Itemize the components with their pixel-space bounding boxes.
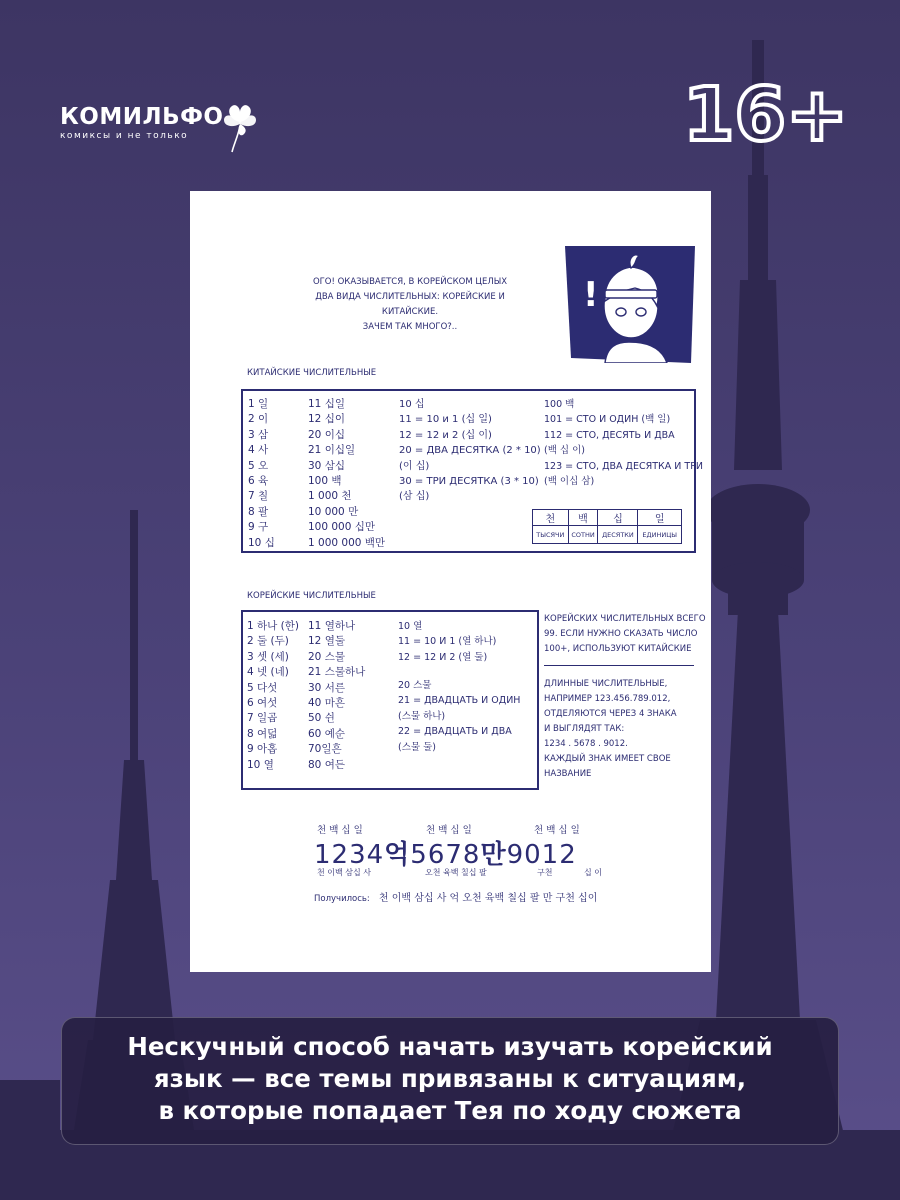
korean-col-1 bbox=[247, 619, 299, 773]
banner-text bbox=[62, 1031, 838, 1127]
note-line: ДЛИННЫЕ ЧИСЛИТЕЛЬНЫЕ, bbox=[544, 679, 668, 689]
note-divider bbox=[544, 665, 694, 666]
numeral-row: 1 000 000 백만 bbox=[308, 536, 386, 549]
digit-reading: 천 이백 삼십 사 bbox=[317, 868, 371, 877]
age-rating: 16+ bbox=[683, 72, 848, 158]
place-cell: ДЕСЯТКИ bbox=[598, 526, 638, 544]
note-line: 100+, ИСПОЛЬЗУЮТ КИТАЙСКИЕ bbox=[544, 644, 692, 654]
numeral-row: 20 이십 bbox=[308, 428, 345, 441]
numeral-row: 30 서른 bbox=[308, 681, 345, 694]
numeral-row: 11 열하나 bbox=[308, 620, 356, 632]
result-line bbox=[314, 886, 597, 905]
place-cell: 백 bbox=[568, 510, 598, 526]
intro-text bbox=[304, 275, 516, 335]
banner-line: в которые попадает Тея по ходу сюжета bbox=[158, 1096, 742, 1125]
numeral-row: 12 십이 bbox=[308, 413, 345, 426]
note-line: НАПРИМЕР 123.456.789.012, bbox=[544, 694, 671, 704]
numeral-row: 2 이 bbox=[248, 413, 269, 426]
place-value-table bbox=[532, 509, 682, 544]
logo-text: КОМИЛЬФО bbox=[60, 104, 224, 130]
numeral-row: (스물 둘) bbox=[398, 741, 436, 753]
chinese-section-title: КИТАЙСКИЕ ЧИСЛИТЕЛЬНЫЕ bbox=[247, 368, 377, 378]
numeral-row: 7 칠 bbox=[248, 490, 269, 503]
numeral-row: 8 여덟 bbox=[247, 727, 278, 740]
numeral-row: 9 구 bbox=[248, 521, 269, 534]
numeral-row: 10 000 만 bbox=[308, 505, 359, 518]
note-line: КОРЕЙСКИХ ЧИСЛИТЕЛЬНЫХ ВСЕГО bbox=[544, 614, 706, 624]
korean-col-3a bbox=[398, 619, 496, 665]
place-cell: 십 bbox=[598, 510, 638, 526]
numeral-row: (이 십) bbox=[399, 460, 430, 472]
clover-logo-icon bbox=[218, 100, 262, 154]
numeral-row: 10 열 bbox=[247, 758, 274, 771]
digit-labels-top: 천 백 십 일 bbox=[317, 825, 363, 836]
numeral-row: 10 열 bbox=[398, 621, 423, 632]
chinese-col-4 bbox=[544, 397, 703, 489]
intro-line: ОГО! ОКАЗЫВАЕТСЯ, В КОРЕЙСКОМ ЦЕЛЫХ bbox=[312, 277, 508, 287]
numeral-row: 101 = СТО И ОДИН (백 일) bbox=[544, 414, 671, 426]
note-line: ОТДЕЛЯЮТСЯ ЧЕРЕЗ 4 ЗНАКА bbox=[544, 709, 677, 719]
korean-section-title: КОРЕЙСКИЕ ЧИСЛИТЕЛЬНЫЕ bbox=[247, 591, 376, 601]
numeral-row: 2 둘 (두) bbox=[247, 635, 289, 648]
numeral-row: 8 팔 bbox=[248, 505, 269, 518]
logo-tagline: комиксы и не только bbox=[60, 131, 189, 141]
unit-marker: 억 bbox=[384, 840, 411, 870]
digit-reading: 오천 육백 칠십 팔 bbox=[425, 868, 487, 877]
numeral-row: 3 셋 (세) bbox=[247, 650, 289, 663]
numeral-row: 40 마흔 bbox=[308, 697, 345, 710]
korean-note-1 bbox=[544, 612, 706, 657]
note-line: И ВЫГЛЯДЯТ ТАК: bbox=[544, 724, 625, 734]
korean-note-2 bbox=[544, 677, 677, 782]
note-line: КАЖДЫЙ ЗНАК ИМЕЕТ СВОЕ bbox=[544, 754, 671, 764]
digit-group: 1234 bbox=[314, 840, 385, 870]
numeral-row: 60 예순 bbox=[308, 727, 345, 740]
numeral-row: 6 육 bbox=[248, 475, 269, 488]
numeral-row: (스물 하나) bbox=[398, 710, 446, 722]
numeral-row: 20 스물 bbox=[398, 680, 432, 691]
promo-banner bbox=[61, 1017, 839, 1145]
numeral-row: 112 = СТО, ДЕСЯТЬ И ДВА bbox=[544, 429, 675, 441]
numeral-row: (백 이십 삼) bbox=[544, 476, 595, 488]
digit-reading: 구천 bbox=[537, 868, 553, 877]
numeral-row: (삼 십) bbox=[399, 491, 430, 503]
numeral-row: 70일흔 bbox=[308, 743, 342, 756]
digit-labels-top: 천 백 십 일 bbox=[426, 825, 472, 836]
numeral-row: 11 십일 bbox=[308, 398, 345, 410]
intro-line: ДВА ВИДА ЧИСЛИТЕЛЬНЫХ: КОРЕЙСКИЕ И КИТАЙСКИЕ. bbox=[315, 292, 505, 317]
digit-labels-top: 천 백 십 일 bbox=[534, 825, 580, 836]
numeral-row: 21 이십일 bbox=[308, 444, 356, 457]
place-cell: 일 bbox=[638, 510, 682, 526]
place-cell: ТЫСЯЧИ bbox=[533, 526, 569, 544]
place-cell: ЕДИНИЦЫ bbox=[638, 526, 682, 544]
chinese-col-3 bbox=[399, 397, 541, 505]
note-line: 99. ЕСЛИ НУЖНО СКАЗАТЬ ЧИСЛО bbox=[544, 629, 698, 639]
numeral-row: 7 일곱 bbox=[247, 712, 278, 725]
numeral-row: 20 = ДВА ДЕСЯТКА (2 * 10) bbox=[399, 445, 541, 457]
numeral-row: 1 일 bbox=[248, 398, 269, 410]
numeral-row: 9 아홉 bbox=[247, 743, 278, 756]
numeral-row: 6 여섯 bbox=[247, 697, 278, 710]
numeral-row: 10 십 bbox=[248, 536, 275, 549]
numeral-row: 80 여든 bbox=[308, 758, 345, 771]
intro-line: ЗАЧЕМ ТАК МНОГО?.. bbox=[362, 322, 458, 332]
result-text: 천 이백 삼십 사 억 오천 육백 칠십 팔 만 구천 십이 bbox=[378, 893, 598, 904]
digit-group: 5678 bbox=[410, 840, 481, 870]
numeral-row: 12 = 12 И 2 (열 둘) bbox=[398, 651, 488, 663]
numeral-row: 20 스물 bbox=[308, 650, 345, 663]
numeral-row: (백 십 이) bbox=[544, 445, 585, 457]
publisher-logo bbox=[60, 104, 223, 141]
numeral-row: 11 = 10 И 1 (열 하나) bbox=[398, 636, 497, 648]
chinese-col-2 bbox=[308, 397, 385, 551]
digit-group: 9012 bbox=[506, 840, 577, 870]
numeral-row: 12 = 12 и 2 (십 이) bbox=[399, 429, 492, 441]
numeral-row: 22 = ДВАДЦАТЬ И ДВА bbox=[398, 726, 512, 738]
korean-col-2 bbox=[308, 619, 365, 773]
numeral-row: 21 = ДВАДЦАТЬ И ОДИН bbox=[398, 695, 521, 707]
banner-line: язык — все темы привязаны к ситуациям, bbox=[153, 1064, 747, 1093]
numeral-row: 1 하나 (한) bbox=[247, 620, 299, 632]
numeral-row: 50 쉰 bbox=[308, 712, 335, 725]
place-cell: 천 bbox=[533, 510, 569, 526]
numeral-row: 21 스물하나 bbox=[308, 666, 366, 679]
unit-marker: 만 bbox=[480, 840, 507, 870]
place-cell: СОТНИ bbox=[568, 526, 598, 544]
numeral-row: 12 열둘 bbox=[308, 635, 345, 648]
numeral-row: 10 십 bbox=[399, 399, 425, 410]
banner-line: Нескучный способ начать изучать корейский bbox=[127, 1032, 773, 1061]
character-portrait bbox=[565, 246, 695, 363]
numeral-row: 100 백 bbox=[544, 399, 575, 410]
exclamation-mark: ! bbox=[583, 275, 599, 315]
digit-reading: 십 이 bbox=[584, 868, 602, 877]
numeral-row: 5 다섯 bbox=[247, 681, 278, 694]
numeral-row: 4 사 bbox=[248, 444, 269, 457]
numeral-row: 11 = 10 и 1 (십 일) bbox=[399, 414, 492, 426]
numeral-row: 30 = ТРИ ДЕСЯТКА (3 * 10) bbox=[399, 476, 539, 488]
numeral-row: 30 삼십 bbox=[308, 459, 345, 472]
result-label: Получилось: bbox=[314, 894, 370, 904]
chinese-col-1 bbox=[248, 397, 275, 551]
numeral-row: 4 넷 (네) bbox=[247, 666, 289, 679]
numeral-row: 1 000 천 bbox=[308, 490, 352, 503]
numeral-row: 5 오 bbox=[248, 459, 269, 472]
note-line: 1234 . 5678 . 9012. bbox=[544, 739, 628, 749]
example-number bbox=[314, 834, 577, 871]
numeral-row: 3 삼 bbox=[248, 428, 269, 441]
numeral-row: 100 000 십만 bbox=[308, 521, 376, 534]
numeral-row: 123 = СТО, ДВА ДЕСЯТКА И ТРИ bbox=[544, 460, 704, 472]
numeral-row: 100 백 bbox=[308, 475, 342, 488]
note-line: НАЗВАНИЕ bbox=[544, 769, 592, 779]
korean-col-3b bbox=[398, 678, 520, 755]
